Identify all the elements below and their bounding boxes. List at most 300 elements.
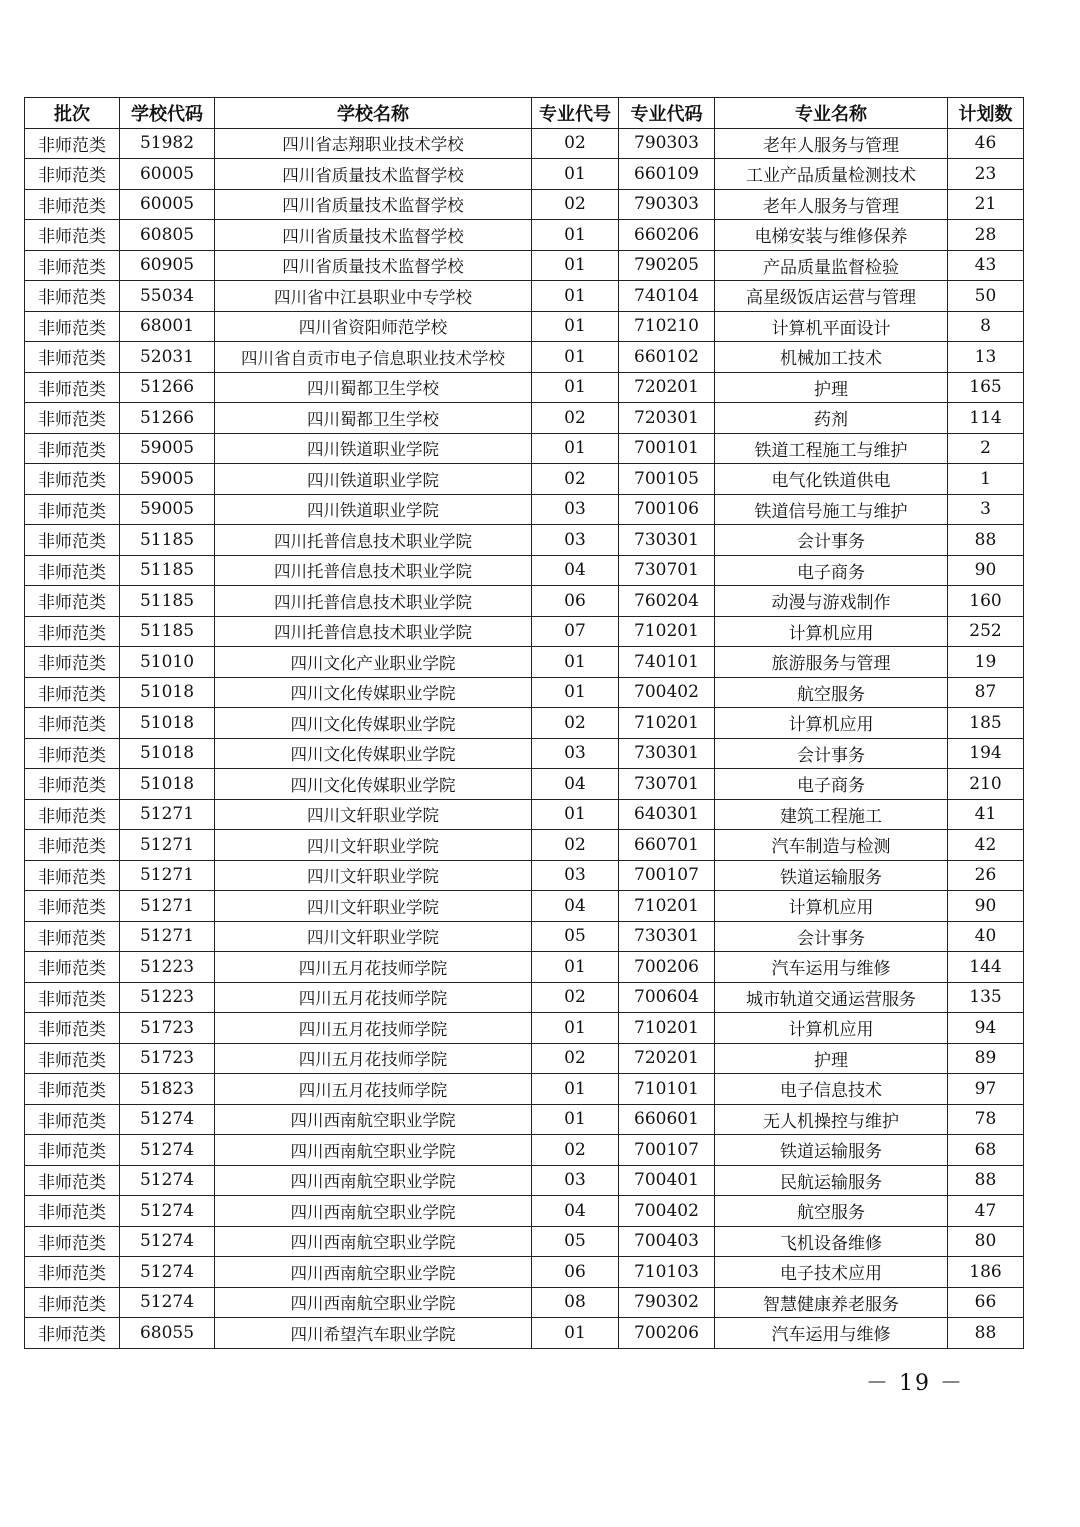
school-name-cell: 四川西南航空职业学院 [215, 1226, 532, 1257]
plan-count-cell: 144 [948, 952, 1024, 983]
major-code-cell: 710101 [619, 1074, 715, 1105]
major-code-cell: 740101 [619, 647, 715, 678]
major-code-cell: 720301 [619, 403, 715, 434]
school-name-cell: 四川托普信息技术职业学院 [215, 586, 532, 617]
plan-count-cell: 13 [948, 342, 1024, 373]
school-name-cell: 四川铁道职业学院 [215, 433, 532, 464]
major-number-cell: 04 [532, 769, 619, 800]
school-code-cell: 51271 [120, 860, 215, 891]
major-code-cell: 700206 [619, 952, 715, 983]
school-code-cell: 51274 [120, 1104, 215, 1135]
major-code-cell: 700604 [619, 982, 715, 1013]
table-row [25, 342, 1024, 373]
plan-count-cell: 40 [948, 921, 1024, 952]
major-name-cell: 铁道工程施工与维护 [715, 433, 948, 464]
school-code-cell: 51018 [120, 738, 215, 769]
plan-count-cell: 114 [948, 403, 1024, 434]
table-row [25, 677, 1024, 708]
major-name-cell: 飞机设备维修 [715, 1226, 948, 1257]
school-name-cell: 四川铁道职业学院 [215, 494, 532, 525]
plan-count-cell: 21 [948, 189, 1024, 220]
major-code-cell: 790302 [619, 1287, 715, 1318]
major-number-cell: 02 [532, 982, 619, 1013]
header-major-code: 专业代码 [619, 98, 715, 129]
major-code-cell: 760204 [619, 586, 715, 617]
major-number-cell: 05 [532, 921, 619, 952]
school-name-cell: 四川省自贡市电子信息职业技术学校 [215, 342, 532, 373]
plan-count-cell: 94 [948, 1013, 1024, 1044]
school-code-cell: 51018 [120, 708, 215, 739]
header-school-code: 学校代码 [120, 98, 215, 129]
table-row [25, 1104, 1024, 1135]
major-number-cell: 02 [532, 464, 619, 495]
major-code-cell: 710103 [619, 1257, 715, 1288]
school-name-cell: 四川西南航空职业学院 [215, 1287, 532, 1318]
major-number-cell: 01 [532, 433, 619, 464]
table-row [25, 860, 1024, 891]
batch-cell: 非师范类 [25, 1013, 120, 1044]
school-name-cell: 四川铁道职业学院 [215, 464, 532, 495]
school-name-cell: 四川文轩职业学院 [215, 891, 532, 922]
plan-count-cell: 78 [948, 1104, 1024, 1135]
school-code-cell: 68001 [120, 311, 215, 342]
batch-cell: 非师范类 [25, 281, 120, 312]
major-code-cell: 790303 [619, 189, 715, 220]
enrollment-plan-table [24, 97, 1024, 1349]
school-code-cell: 51185 [120, 555, 215, 586]
plan-count-cell: 66 [948, 1287, 1024, 1318]
header-batch: 批次 [25, 98, 120, 129]
major-number-cell: 03 [532, 494, 619, 525]
plan-count-cell: 88 [948, 525, 1024, 556]
school-code-cell: 59005 [120, 494, 215, 525]
school-name-cell: 四川省质量技术监督学校 [215, 250, 532, 281]
batch-cell: 非师范类 [25, 769, 120, 800]
batch-cell: 非师范类 [25, 1318, 120, 1349]
table-row [25, 1043, 1024, 1074]
header-plan-count: 计划数 [948, 98, 1024, 129]
major-name-cell: 护理 [715, 372, 948, 403]
school-code-cell: 59005 [120, 433, 215, 464]
major-code-cell: 700107 [619, 860, 715, 891]
batch-cell: 非师范类 [25, 128, 120, 159]
school-name-cell: 四川文轩职业学院 [215, 830, 532, 861]
school-name-cell: 四川省质量技术监督学校 [215, 159, 532, 190]
plan-count-cell: 194 [948, 738, 1024, 769]
plan-count-cell: 97 [948, 1074, 1024, 1105]
table-row [25, 128, 1024, 159]
major-number-cell: 02 [532, 708, 619, 739]
plan-count-cell: 185 [948, 708, 1024, 739]
school-code-cell: 52031 [120, 342, 215, 373]
batch-cell: 非师范类 [25, 616, 120, 647]
batch-cell: 非师范类 [25, 586, 120, 617]
major-code-cell: 790303 [619, 128, 715, 159]
school-code-cell: 51271 [120, 799, 215, 830]
table-row [25, 555, 1024, 586]
batch-cell: 非师范类 [25, 952, 120, 983]
major-number-cell: 02 [532, 189, 619, 220]
major-name-cell: 工业产品质量检测技术 [715, 159, 948, 190]
major-number-cell: 01 [532, 250, 619, 281]
major-number-cell: 01 [532, 159, 619, 190]
school-name-cell: 四川省志翔职业技术学校 [215, 128, 532, 159]
batch-cell: 非师范类 [25, 677, 120, 708]
school-code-cell: 51723 [120, 1043, 215, 1074]
table-row [25, 464, 1024, 495]
major-code-cell: 700107 [619, 1135, 715, 1166]
major-code-cell: 700401 [619, 1165, 715, 1196]
major-name-cell: 计算机平面设计 [715, 311, 948, 342]
table-row [25, 525, 1024, 556]
school-name-cell: 四川文化传媒职业学院 [215, 677, 532, 708]
major-name-cell: 老年人服务与管理 [715, 128, 948, 159]
major-name-cell: 药剂 [715, 403, 948, 434]
school-code-cell: 51274 [120, 1135, 215, 1166]
school-code-cell: 51274 [120, 1257, 215, 1288]
school-name-cell: 四川文化传媒职业学院 [215, 769, 532, 800]
table-row [25, 220, 1024, 251]
major-number-cell: 02 [532, 403, 619, 434]
school-code-cell: 51223 [120, 952, 215, 983]
table-row [25, 1257, 1024, 1288]
school-name-cell: 四川西南航空职业学院 [215, 1257, 532, 1288]
batch-cell: 非师范类 [25, 647, 120, 678]
table-row [25, 616, 1024, 647]
major-name-cell: 计算机应用 [715, 891, 948, 922]
major-code-cell: 710201 [619, 616, 715, 647]
plan-count-cell: 46 [948, 128, 1024, 159]
major-code-cell: 710201 [619, 891, 715, 922]
school-name-cell: 四川托普信息技术职业学院 [215, 616, 532, 647]
table-row [25, 1013, 1024, 1044]
school-code-cell: 60805 [120, 220, 215, 251]
school-code-cell: 51274 [120, 1196, 215, 1227]
major-name-cell: 电梯安装与维修保养 [715, 220, 948, 251]
batch-cell: 非师范类 [25, 342, 120, 373]
major-number-cell: 01 [532, 1074, 619, 1105]
major-name-cell: 计算机应用 [715, 616, 948, 647]
major-name-cell: 旅游服务与管理 [715, 647, 948, 678]
batch-cell: 非师范类 [25, 494, 120, 525]
plan-count-cell: 90 [948, 555, 1024, 586]
table-row [25, 799, 1024, 830]
major-number-cell: 07 [532, 616, 619, 647]
school-name-cell: 四川托普信息技术职业学院 [215, 525, 532, 556]
major-name-cell: 电气化铁道供电 [715, 464, 948, 495]
school-code-cell: 51823 [120, 1074, 215, 1105]
major-code-cell: 660701 [619, 830, 715, 861]
plan-count-cell: 23 [948, 159, 1024, 190]
plan-count-cell: 80 [948, 1226, 1024, 1257]
batch-cell: 非师范类 [25, 159, 120, 190]
school-code-cell: 51723 [120, 1013, 215, 1044]
major-name-cell: 无人机操控与维护 [715, 1104, 948, 1135]
school-code-cell: 51185 [120, 525, 215, 556]
school-code-cell: 60005 [120, 159, 215, 190]
plan-count-cell: 135 [948, 982, 1024, 1013]
major-code-cell: 720201 [619, 372, 715, 403]
batch-cell: 非师范类 [25, 982, 120, 1013]
major-name-cell: 航空服务 [715, 677, 948, 708]
school-name-cell: 四川五月花技师学院 [215, 952, 532, 983]
page-number: － 19 － [866, 1371, 964, 1396]
plan-count-cell: 42 [948, 830, 1024, 861]
major-name-cell: 动漫与游戏制作 [715, 586, 948, 617]
school-name-cell: 四川五月花技师学院 [215, 1043, 532, 1074]
batch-cell: 非师范类 [25, 860, 120, 891]
major-number-cell: 01 [532, 647, 619, 678]
major-name-cell: 会计事务 [715, 738, 948, 769]
major-name-cell: 护理 [715, 1043, 948, 1074]
major-name-cell: 机械加工技术 [715, 342, 948, 373]
batch-cell: 非师范类 [25, 1196, 120, 1227]
plan-count-cell: 88 [948, 1165, 1024, 1196]
school-code-cell: 51274 [120, 1287, 215, 1318]
major-number-cell: 01 [532, 799, 619, 830]
school-name-cell: 四川文化传媒职业学院 [215, 708, 532, 739]
batch-cell: 非师范类 [25, 372, 120, 403]
major-name-cell: 计算机应用 [715, 1013, 948, 1044]
major-code-cell: 790205 [619, 250, 715, 281]
plan-count-cell: 88 [948, 1318, 1024, 1349]
major-code-cell: 660109 [619, 159, 715, 190]
table-row [25, 494, 1024, 525]
table-row [25, 1074, 1024, 1105]
table-row [25, 159, 1024, 190]
major-code-cell: 640301 [619, 799, 715, 830]
header-major-name: 专业名称 [715, 98, 948, 129]
major-number-cell: 01 [532, 311, 619, 342]
major-code-cell: 660102 [619, 342, 715, 373]
major-number-cell: 01 [532, 1318, 619, 1349]
major-name-cell: 铁道运输服务 [715, 860, 948, 891]
major-name-cell: 电子商务 [715, 555, 948, 586]
batch-cell: 非师范类 [25, 220, 120, 251]
batch-cell: 非师范类 [25, 403, 120, 434]
plan-count-cell: 2 [948, 433, 1024, 464]
school-code-cell: 51274 [120, 1226, 215, 1257]
major-name-cell: 城市轨道交通运营服务 [715, 982, 948, 1013]
table-row [25, 1135, 1024, 1166]
major-name-cell: 产品质量监督检验 [715, 250, 948, 281]
major-name-cell: 电子商务 [715, 769, 948, 800]
plan-count-cell: 28 [948, 220, 1024, 251]
batch-cell: 非师范类 [25, 799, 120, 830]
school-code-cell: 51271 [120, 891, 215, 922]
table-row [25, 738, 1024, 769]
batch-cell: 非师范类 [25, 1226, 120, 1257]
school-name-cell: 四川西南航空职业学院 [215, 1104, 532, 1135]
major-number-cell: 02 [532, 128, 619, 159]
major-number-cell: 02 [532, 1135, 619, 1166]
major-code-cell: 700101 [619, 433, 715, 464]
plan-count-cell: 68 [948, 1135, 1024, 1166]
school-name-cell: 四川文轩职业学院 [215, 921, 532, 952]
school-code-cell: 51271 [120, 921, 215, 952]
table-row [25, 647, 1024, 678]
major-code-cell: 730701 [619, 769, 715, 800]
table-row [25, 1287, 1024, 1318]
batch-cell: 非师范类 [25, 433, 120, 464]
major-name-cell: 电子信息技术 [715, 1074, 948, 1105]
major-code-cell: 660206 [619, 220, 715, 251]
table-row [25, 250, 1024, 281]
table-row [25, 281, 1024, 312]
batch-cell: 非师范类 [25, 1074, 120, 1105]
table-row [25, 433, 1024, 464]
school-code-cell: 68055 [120, 1318, 215, 1349]
major-name-cell: 会计事务 [715, 921, 948, 952]
batch-cell: 非师范类 [25, 1104, 120, 1135]
major-number-cell: 04 [532, 555, 619, 586]
school-name-cell: 四川文化传媒职业学院 [215, 738, 532, 769]
major-code-cell: 700106 [619, 494, 715, 525]
school-name-cell: 四川文轩职业学院 [215, 860, 532, 891]
plan-count-cell: 43 [948, 250, 1024, 281]
header-school-name: 学校名称 [215, 98, 532, 129]
table-row [25, 372, 1024, 403]
plan-count-cell: 160 [948, 586, 1024, 617]
school-name-cell: 四川省质量技术监督学校 [215, 189, 532, 220]
school-code-cell: 55034 [120, 281, 215, 312]
table-row [25, 982, 1024, 1013]
table-row [25, 952, 1024, 983]
school-name-cell: 四川省资阳师范学校 [215, 311, 532, 342]
table-row [25, 586, 1024, 617]
plan-count-cell: 3 [948, 494, 1024, 525]
major-name-cell: 智慧健康养老服务 [715, 1287, 948, 1318]
major-code-cell: 730301 [619, 738, 715, 769]
major-code-cell: 730301 [619, 921, 715, 952]
major-number-cell: 01 [532, 220, 619, 251]
major-number-cell: 06 [532, 586, 619, 617]
table-row [25, 708, 1024, 739]
plan-count-cell: 89 [948, 1043, 1024, 1074]
major-number-cell: 06 [532, 1257, 619, 1288]
batch-cell: 非师范类 [25, 555, 120, 586]
batch-cell: 非师范类 [25, 250, 120, 281]
major-number-cell: 03 [532, 860, 619, 891]
plan-count-cell: 252 [948, 616, 1024, 647]
major-code-cell: 720201 [619, 1043, 715, 1074]
major-code-cell: 700206 [619, 1318, 715, 1349]
table-row [25, 1318, 1024, 1349]
plan-count-cell: 1 [948, 464, 1024, 495]
table-row [25, 403, 1024, 434]
school-name-cell: 四川省中江县职业中专学校 [215, 281, 532, 312]
batch-cell: 非师范类 [25, 1257, 120, 1288]
major-name-cell: 计算机应用 [715, 708, 948, 739]
school-name-cell: 四川西南航空职业学院 [215, 1196, 532, 1227]
school-code-cell: 51010 [120, 647, 215, 678]
school-name-cell: 四川五月花技师学院 [215, 1074, 532, 1105]
table-row [25, 921, 1024, 952]
major-code-cell: 700105 [619, 464, 715, 495]
plan-count-cell: 41 [948, 799, 1024, 830]
major-code-cell: 700402 [619, 677, 715, 708]
major-number-cell: 03 [532, 738, 619, 769]
school-name-cell: 四川五月花技师学院 [215, 1013, 532, 1044]
major-code-cell: 730701 [619, 555, 715, 586]
major-number-cell: 04 [532, 891, 619, 922]
table-row [25, 1196, 1024, 1227]
school-code-cell: 59005 [120, 464, 215, 495]
school-name-cell: 四川文轩职业学院 [215, 799, 532, 830]
table-row [25, 189, 1024, 220]
major-number-cell: 04 [532, 1196, 619, 1227]
batch-cell: 非师范类 [25, 464, 120, 495]
major-number-cell: 05 [532, 1226, 619, 1257]
major-code-cell: 710201 [619, 708, 715, 739]
school-name-cell: 四川西南航空职业学院 [215, 1165, 532, 1196]
plan-count-cell: 165 [948, 372, 1024, 403]
major-number-cell: 01 [532, 677, 619, 708]
school-name-cell: 四川希望汽车职业学院 [215, 1318, 532, 1349]
school-code-cell: 60005 [120, 189, 215, 220]
table-row [25, 891, 1024, 922]
major-code-cell: 700403 [619, 1226, 715, 1257]
major-code-cell: 710210 [619, 311, 715, 342]
major-number-cell: 02 [532, 830, 619, 861]
table-body [25, 128, 1024, 1348]
major-number-cell: 03 [532, 1165, 619, 1196]
school-code-cell: 60905 [120, 250, 215, 281]
table-row [25, 311, 1024, 342]
major-number-cell: 02 [532, 1043, 619, 1074]
header-major-number: 专业代号 [532, 98, 619, 129]
major-name-cell: 铁道运输服务 [715, 1135, 948, 1166]
plan-count-cell: 50 [948, 281, 1024, 312]
plan-count-cell: 87 [948, 677, 1024, 708]
school-code-cell: 51266 [120, 372, 215, 403]
major-name-cell: 建筑工程施工 [715, 799, 948, 830]
major-number-cell: 03 [532, 525, 619, 556]
plan-count-cell: 47 [948, 1196, 1024, 1227]
school-name-cell: 四川西南航空职业学院 [215, 1135, 532, 1166]
header-row [25, 98, 1024, 129]
major-name-cell: 电子技术应用 [715, 1257, 948, 1288]
school-code-cell: 51271 [120, 830, 215, 861]
plan-count-cell: 26 [948, 860, 1024, 891]
school-name-cell: 四川五月花技师学院 [215, 982, 532, 1013]
table-header [25, 98, 1024, 129]
major-code-cell: 700402 [619, 1196, 715, 1227]
plan-count-cell: 19 [948, 647, 1024, 678]
plan-count-cell: 186 [948, 1257, 1024, 1288]
school-name-cell: 四川托普信息技术职业学院 [215, 555, 532, 586]
school-code-cell: 51982 [120, 128, 215, 159]
batch-cell: 非师范类 [25, 921, 120, 952]
batch-cell: 非师范类 [25, 1043, 120, 1074]
major-name-cell: 航空服务 [715, 1196, 948, 1227]
plan-count-cell: 210 [948, 769, 1024, 800]
batch-cell: 非师范类 [25, 311, 120, 342]
major-number-cell: 01 [532, 1104, 619, 1135]
school-name-cell: 四川省质量技术监督学校 [215, 220, 532, 251]
school-name-cell: 四川蜀都卫生学校 [215, 403, 532, 434]
school-code-cell: 51274 [120, 1165, 215, 1196]
school-code-cell: 51266 [120, 403, 215, 434]
batch-cell: 非师范类 [25, 1165, 120, 1196]
major-code-cell: 660601 [619, 1104, 715, 1135]
major-name-cell: 高星级饭店运营与管理 [715, 281, 948, 312]
batch-cell: 非师范类 [25, 830, 120, 861]
table-row [25, 830, 1024, 861]
major-number-cell: 01 [532, 372, 619, 403]
batch-cell: 非师范类 [25, 525, 120, 556]
plan-count-cell: 8 [948, 311, 1024, 342]
